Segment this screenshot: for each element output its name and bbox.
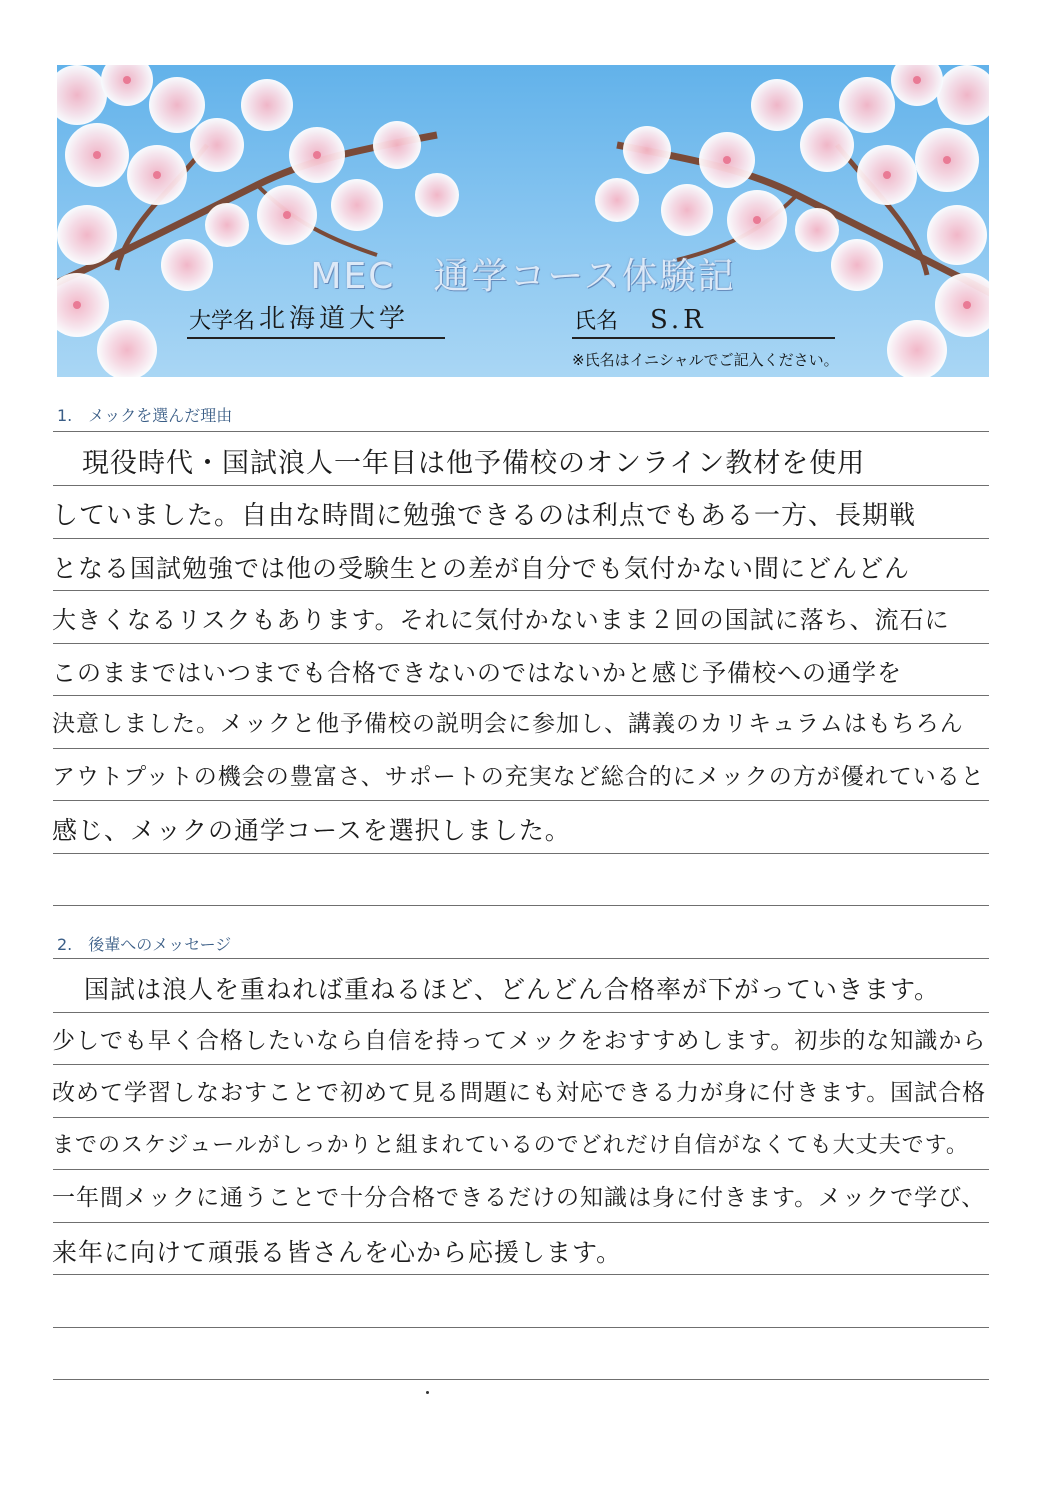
section1-title: メックを選んだ理由	[88, 406, 233, 425]
section1-line: 現役時代・国試浪人一年目は他予備校のオンライン教材を使用	[82, 448, 866, 479]
ruled-line	[53, 538, 989, 539]
section2-heading	[57, 932, 231, 955]
section2-line: 改めて学習しなおすことで初めて見る問題にも対応できる力が身に付きます。国試合格	[52, 1080, 987, 1106]
ruled-line	[53, 905, 989, 906]
name-label: 氏名	[574, 309, 619, 334]
section1-line: 大きくなるリスクもあります。それに気付かないまま２回の国試に落ち、流石に	[52, 606, 950, 634]
ruled-line	[53, 1012, 989, 1013]
ruled-line	[53, 1169, 989, 1170]
ruled-line	[53, 1379, 989, 1380]
section2-line: 少しでも早く合格したいなら自信を持ってメックをおすすめします。初歩的な知識から	[52, 1028, 987, 1054]
page-title: MEC 通学コース体験記	[310, 256, 736, 297]
ruled-line	[53, 800, 989, 801]
university-field	[187, 304, 445, 339]
section1-number: 1.	[57, 406, 73, 425]
ruled-line	[53, 590, 989, 591]
university-label: 大学名	[189, 309, 256, 334]
ruled-line	[53, 1274, 989, 1275]
ruled-line	[53, 485, 989, 486]
section1-line: アウトプットの機会の豊富さ、サポートの充実など総合的にメックの方が優れていると	[52, 764, 985, 790]
section2-line: 国試は浪人を重ねれば重ねるほど、どんどん合格率が下がっていきます。	[84, 975, 941, 1004]
stray-mark	[426, 1391, 429, 1394]
ruled-line	[53, 748, 989, 749]
ruled-line	[53, 1064, 989, 1065]
ruled-line	[53, 1222, 989, 1223]
section1-line: となる国試勉強では他の受験生との差が自分でも気付かない間にどんどん	[52, 554, 911, 583]
ruled-line	[53, 431, 989, 432]
ruled-line	[53, 958, 989, 959]
initials-note: ※氏名はイニシャルでご記入ください。	[572, 351, 839, 369]
ruled-line	[53, 853, 989, 854]
ruled-line	[53, 1117, 989, 1118]
section1-line: していました。自由な時間に勉強できるのは利点でもある一方、長期戦	[52, 501, 917, 531]
header-banner	[57, 65, 989, 377]
section2-line: 来年に向けて頑張る皆さんを心から応援します。	[52, 1238, 623, 1267]
section1-line: 決意しました。メックと他予備校の説明会に参加し、講義のカリキュラムはもちろん	[52, 711, 964, 737]
section2-title: 後輩へのメッセージ	[88, 935, 232, 954]
university-value: 北海道大学	[259, 304, 410, 334]
ruled-line	[53, 695, 989, 696]
name-field	[572, 305, 835, 339]
ruled-line	[53, 643, 989, 644]
section2-line: までのスケジュールがしっかりと組まれているのでどれだけ自信がなくても大丈夫です。	[52, 1133, 969, 1158]
section1-line: このままではいつまでも合格できないのではないかと感じ予備校への通学を	[52, 659, 902, 687]
section1-heading	[57, 403, 232, 426]
ruled-line	[53, 1327, 989, 1328]
name-value: S.R	[650, 305, 707, 335]
section2-number: 2.	[57, 935, 73, 954]
section2-line: 一年間メックに通うことで十分合格できるだけの知識は身に付きます。メックで学び、	[52, 1185, 986, 1211]
section1-line: 感じ、メックの通学コースを選択しました。	[52, 816, 571, 845]
